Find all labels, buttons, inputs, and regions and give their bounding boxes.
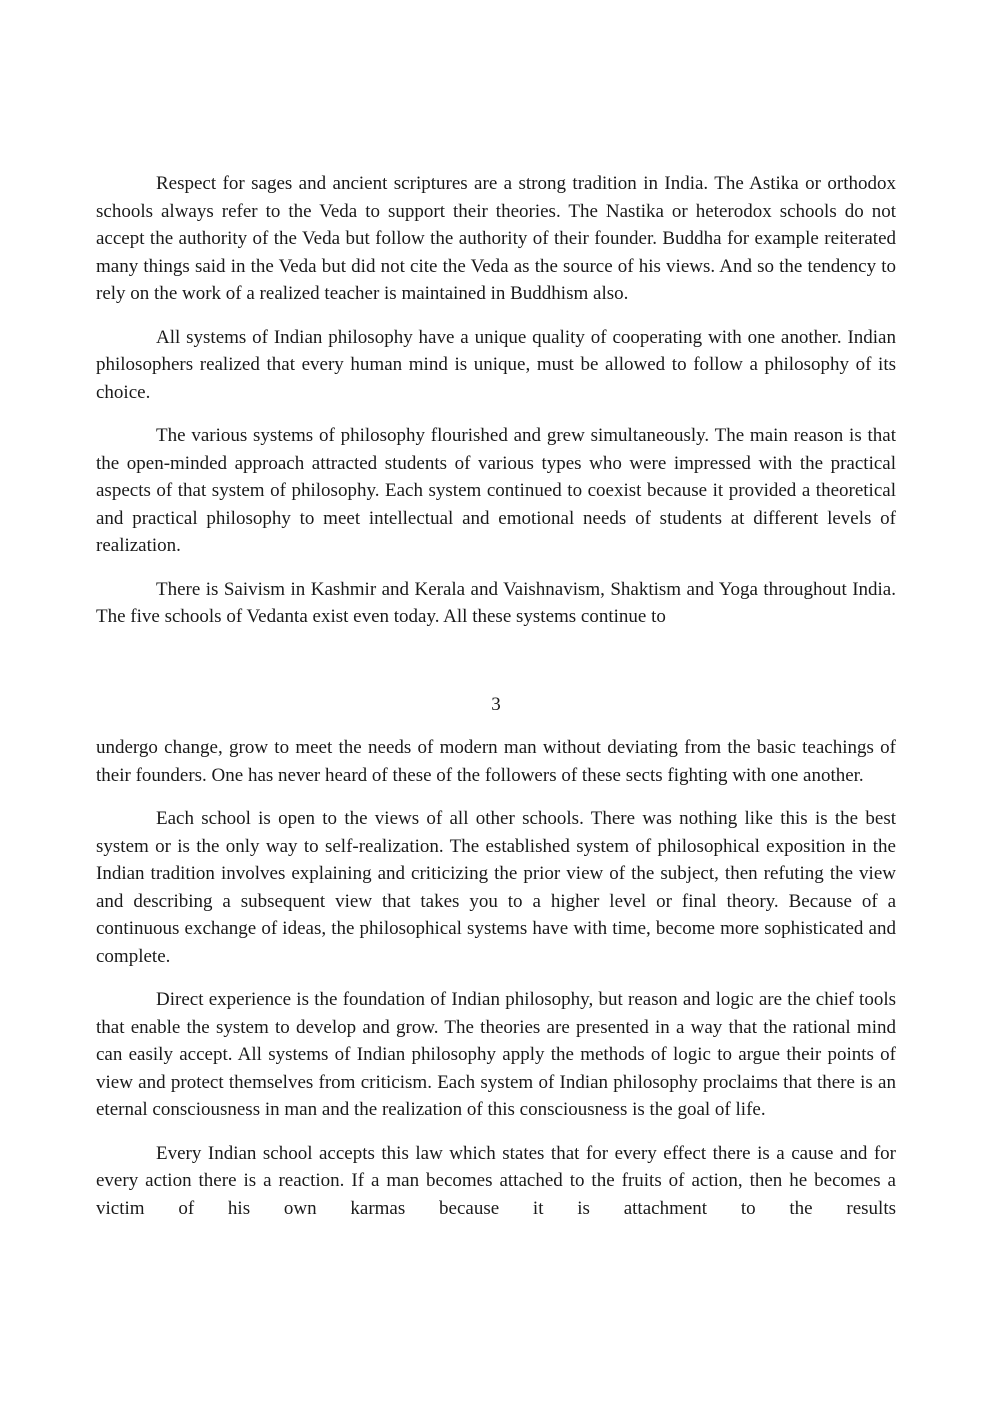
paragraph-cooperation: All systems of Indian philosophy have a unique quality of cooperating with one another. Indian philosophers realized that every human mind is unique, must be allowed to follow a philosophy of its choice.	[96, 326, 896, 403]
paragraph-direct-experience: Direct experience is the foundation of Indian philosophy, but reason and logic are the chief tools that enable the system to develop and grow. The theories are presented in a way that the rational mind can easily accept. All systems of Indian philosophy apply the methods of logic to argue their points of view and protect themselves from criticism. Each system of Indian philosophy proclaims that there is an eternal consciousness in man and the realization of this consciousness is the goal of life.	[96, 989, 896, 1120]
paragraph-open-views: Each school is open to the views of all other schools. There was nothing like this is the best system or is the only way to self-realization. The established system of philosophical exposition in the Indian tradition involves explaining and criticizing the prior view of the subject, then refuting the view and describing a subsequent view that takes you to a higher level or final theory. Because of a continuous exchange of ideas, the philosophical systems have with time, become more sophisticated and complete.	[96, 808, 896, 967]
paragraph-continuation: undergo change, grow to meet the needs of modern man without deviating from the basic teachings of their founders. One has never heard of these of the followers of these sects fighting with one another.	[96, 737, 896, 786]
paragraph-saivism: There is Saivism in Kashmir and Kerala and Vaishnavism, Shaktism and Yoga throughout India. The five schools of Vedanta exist even today. All these systems continue to	[96, 578, 896, 627]
text-block-top	[96, 170, 896, 647]
paragraph-scriptures: Respect for sages and ancient scriptures are a strong tradition in India. The Astika or orthodox schools always refer to the Veda to support their theories. The Nastika or heterodox schools do not accept the authority of the Veda but follow the authority of their founder. Buddha for example reiterated many things said in the Veda but did not cite the Veda as the source of his views. And so the tendency to rely on the work of a realized teacher is maintained in Buddhism also.	[96, 173, 896, 304]
paragraph-systems-flourished: The various systems of philosophy flourished and grew simultaneously. The main reason is that the open-minded approach attracted students of various types who were impressed with the practical aspects of that system of philosophy. Each system continued to coexist because it provided a theoretical and practical philosophy to meet intellectual and emotional needs of students at different levels of realization.	[96, 425, 896, 556]
text-block-bottom	[96, 734, 896, 1238]
paragraph-karma-law: Every Indian school accepts this law which states that for every effect there is a cause and for every action there is a reaction. If a man becomes attached to the fruits of action, then he becomes a victim of his own karmas because it is attachment to the results	[96, 1142, 896, 1219]
page-number: 3	[491, 694, 501, 715]
